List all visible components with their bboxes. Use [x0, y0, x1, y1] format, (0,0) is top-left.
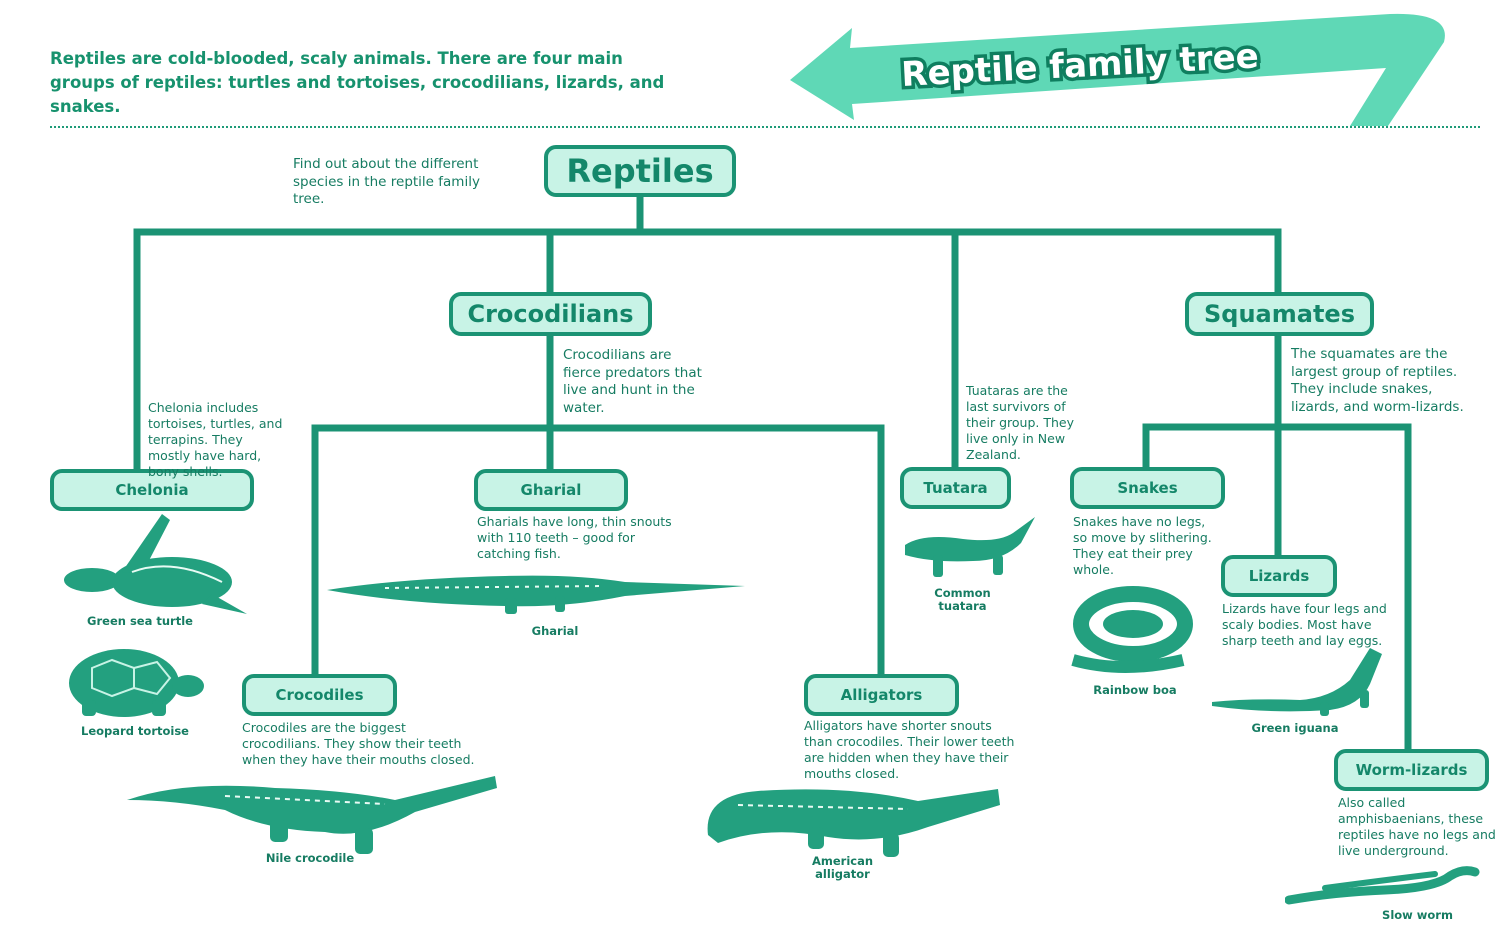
worm-lizards-box: Worm-lizards [1334, 749, 1489, 791]
chelonia-box: Chelonia [50, 469, 254, 511]
tuatara-icon [903, 515, 1038, 585]
crocodile-icon [125, 770, 500, 860]
find-out-note: Find out about the different species in the reptile family tree. [293, 156, 480, 207]
green-sea-turtle-caption: Green sea turtle [87, 614, 193, 628]
gharial-caption: Gharial [531, 624, 579, 638]
alligator-icon [698, 775, 1008, 865]
american-alligator-caption: American alligator [811, 854, 874, 881]
slow-worm-icon [1285, 862, 1480, 907]
tortoise-icon [62, 638, 207, 718]
crocodilians-box: Crocodilians [449, 292, 652, 336]
gharial-icon [325, 568, 750, 618]
slow-worm-caption: Slow worm [1382, 908, 1453, 922]
crocodiles-box: Crocodiles [242, 674, 397, 716]
gharial-box: Gharial [474, 469, 628, 511]
gharial-note: Gharials have long, thin snouts with 110 teeth – good for catching fish. [477, 514, 672, 561]
green-iguana-caption: Green iguana [1251, 721, 1339, 735]
snakes-box: Snakes [1070, 467, 1225, 509]
crocodilians-note: Crocodilians are fierce predators that live and hunt in the water. [563, 347, 702, 416]
rainbow-boa-caption: Rainbow boa [1093, 683, 1177, 697]
lizards-box: Lizards [1221, 555, 1337, 597]
boa-icon [1063, 582, 1198, 677]
nile-crocodile-caption: Nile crocodile [265, 851, 355, 865]
iguana-icon [1210, 640, 1390, 720]
squamates-note: The squamates are the largest group of reptiles. They include snakes, lizards, and worm-lizards. [1291, 346, 1464, 415]
chelonia-note: Chelonia includes tortoises, turtles, and terrapins. They mostly have hard, bony shells. [148, 400, 283, 479]
root-box: Reptiles [544, 145, 736, 197]
squamates-box: Squamates [1185, 292, 1374, 336]
alligators-box: Alligators [804, 674, 959, 716]
snakes-note: Snakes have no legs, so move by slithering. They eat their prey whole. [1073, 514, 1212, 577]
banner-title: Reptile family tree [900, 36, 1260, 95]
turtle-icon [62, 512, 252, 617]
crocodiles-note: Crocodiles are the biggest crocodilians. They show their teeth when they have their mouths closed. [242, 720, 475, 767]
alligators-note: Alligators have shorter snouts than crocodiles. Their lower teeth are hidden when they have their mouths closed. [804, 718, 1015, 781]
common-tuatara-caption: Common tuatara [934, 586, 991, 613]
tuatara-note: Tuataras are the last survivors of their group. They live only in New Zealand. [966, 383, 1074, 462]
intro-text: Reptiles are cold-blooded, scaly animals. There are four main groups of reptiles: turtles and tortoises, crocodilians, lizards, and snakes. [50, 49, 665, 116]
worm-lizards-note: Also called amphisbaenians, these reptiles have no legs and live underground. [1338, 795, 1496, 858]
lizards-note: Lizards have four legs and scaly bodies. Most have sharp teeth and lay eggs. [1222, 601, 1387, 648]
tuatara-box: Tuatara [900, 467, 1011, 509]
leopard-tortoise-caption: Leopard tortoise [81, 724, 189, 738]
